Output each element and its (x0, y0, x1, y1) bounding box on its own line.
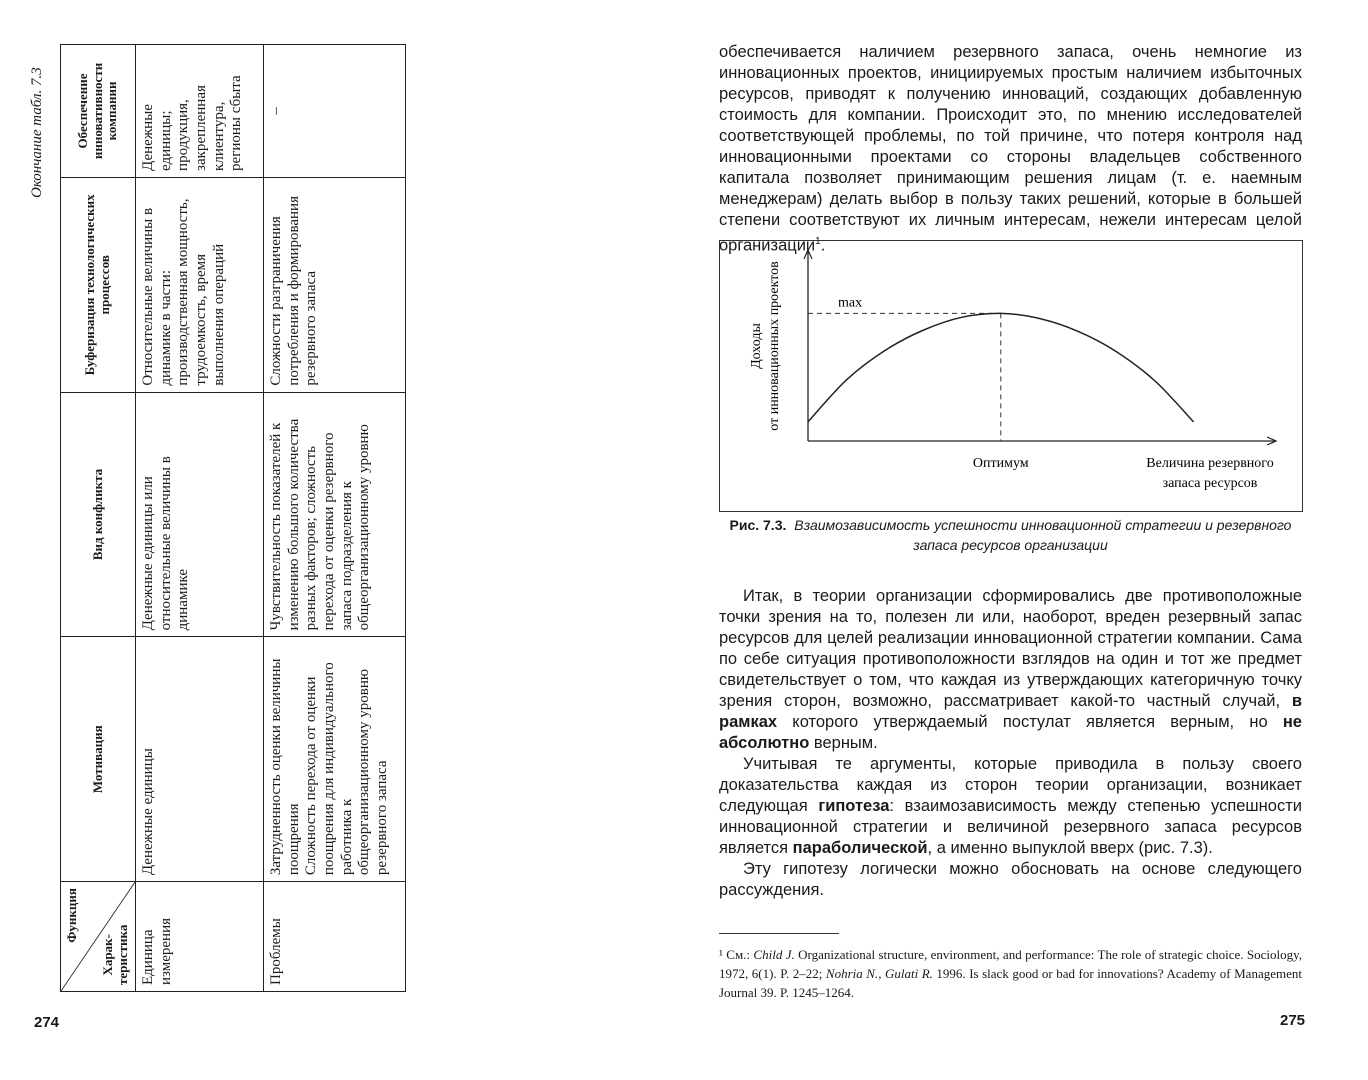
paragraph-1: обеспечивается наличием резервного запаса, очень немногие из инновационных проектов, инициируемых простым наличием избыточных ресурсов, приводят к получению инноваций, создающих добавленную стоимость для компании. Происходит это, по мнению исследователей соответствующей проблемы, по той причине, что потеря контроля над инновационными проектами со стороны владельцев собственного капитала позволяет принимающим решения лицам (т. е. наемным менеджерам) делать выбор в пользу таких решений, которые в большей степени соответствуют их личным интересам, нежели интересам целой организации$^1$. (719, 43, 1302, 255)
footnote-ref: 1 (815, 236, 821, 247)
header-innovativeness: Обеспечение инновативности компании (61, 45, 136, 178)
header-conflict: Вид конфликта (61, 392, 136, 637)
footnote-author: Child J. (753, 947, 795, 962)
paragraph-3-text: Учитывая те аргументы, которые приводила в пользу своего доказательства каждая из сторон теории организации, возникает следующая (719, 755, 1302, 815)
row-label: Проблемы (264, 882, 406, 992)
figure-label: Рис. 7.3. (729, 517, 787, 533)
footnote (719, 945, 1302, 1002)
table-cell: Сложности разграничения потребления и формирования резервного запаса (264, 177, 406, 392)
paragraph-4: Эту гипотезу логически можно обосновать на основе следующего рассуждения. (719, 860, 1302, 899)
chart-svg (720, 241, 1302, 511)
table-caption: Окончание табл. 7.3 (29, 67, 45, 198)
figure-7-3 (719, 240, 1303, 512)
x-axis-label-2: запаса ресурсов (1162, 476, 1258, 491)
table-cell: Денежные единицы или относительные величины в динамике (136, 392, 264, 637)
figure-title: Взаимозависимость успешности инновационной стратегии и резервного запаса ресурсов организации (794, 517, 1292, 553)
paragraph-2 (719, 586, 1302, 901)
bold-term: гипотеза (818, 797, 890, 815)
x-axis-label-1: Величина резервного (1146, 456, 1274, 471)
header-motivation: Мотивация (61, 637, 136, 882)
footnote-text: ¹ См.: (719, 947, 754, 962)
bold-term: не абсолютно (719, 713, 1302, 752)
paragraph-2-text: которого утверждаемый постулат является верным, но (777, 713, 1283, 731)
page-number-right: 275 (1280, 1012, 1306, 1029)
footnote-author: Nohria N., Gulati R. (825, 966, 933, 981)
table-cell: Относительные величины в динамике в части: производственная мощность, трудоемкость, время выполнения операций (136, 177, 264, 392)
figure-caption (719, 515, 1302, 555)
row-label: Единица измерения (136, 882, 264, 992)
max-label: max (838, 295, 863, 311)
footnote-divider (719, 933, 839, 934)
header-buffering: Буферизация технологических процессов (61, 177, 136, 392)
paragraph-2-text: верным. (809, 734, 878, 752)
rotated-table (60, 44, 406, 992)
table-cell: – (264, 45, 406, 178)
y-axis-label-1: Доходы (749, 323, 764, 369)
header-function: Функция (64, 888, 79, 943)
header-diagonal-cell (61, 882, 136, 992)
footnote-text: Organizational structure, environment, and performance: The role of strategic choice. Sociology, 1972, 6(1). P. 2–22; (719, 947, 1302, 981)
table-7-3 (60, 44, 406, 992)
table-header-row (61, 45, 136, 992)
paragraph-3-text: : взаимозависимость между степенью успешности инновационной стратегии и величиной резервного запаса ресурсов является (719, 797, 1302, 857)
table-row (264, 45, 406, 992)
paragraph-2-text: Итак, в теории организации сформировались две противоположные точки зрения на то, полезен ли или, наоборот, вреден резервный запас ресурсов для целей реализации инновационной стратегии компании. Сама по себе ситуация противоположности взглядов на один и тот же предмет свидетельствует о том, что каждая из утверждающих категоричную точку зрения сторон, возможно, рассматривает какой-то частный случай, (719, 587, 1302, 710)
table-cell: Чувствительность показателей к изменению большого количества разных факторов; сложность перехода от оценки резервного запаса подразделения к общеорганизационному уровню (264, 392, 406, 637)
paragraph-1-text: обеспечивается наличием резервного запаса, очень немногие из инновационных проектов, инициируемых простым наличием избыточных ресурсов, приводят к получению инноваций, создающих добавленную стоимость для компании. Происходит это, по мнению исследователей соответствующей проблемы, по той причине, что потеря контроля над инновационными проектами со стороны владельцев собственного капитала позволяет принимающим решения лицам (т. е. наемным менеджерам) делать выбор в пользу таких решений, которые в большей степени соответствуют их личным интересам, нежели интересам целой организации (719, 43, 1302, 255)
header-characteristic: Харак- теристика (100, 924, 131, 985)
table-cell: Затрудненность оценки величины поощрения Сложность перехода от оценки поощрения для индивидуального работника к общеорганизационному уровню резервного запаса (264, 637, 406, 882)
table-cell: Денежные единицы; продукция, закрепленная клиентура, регионы сбыта (136, 45, 264, 178)
bold-term: в рамках (719, 692, 1302, 731)
bold-term: параболической (792, 839, 928, 857)
table-row (136, 45, 264, 992)
paragraph-3-text: , а именно выпуклой вверх (рис. 7.3). (927, 839, 1213, 857)
table-cell: Денежные единицы (136, 637, 264, 882)
optimum-label: Оптимум (972, 456, 1029, 471)
footnote-text: 1996. Is slack good or bad for innovations? Academy of Management Journal 39. P. 1245–1264. (719, 966, 1302, 1000)
y-axis-label-2: от инновационных проектов (767, 261, 782, 431)
page-number-left: 274 (34, 1014, 60, 1031)
